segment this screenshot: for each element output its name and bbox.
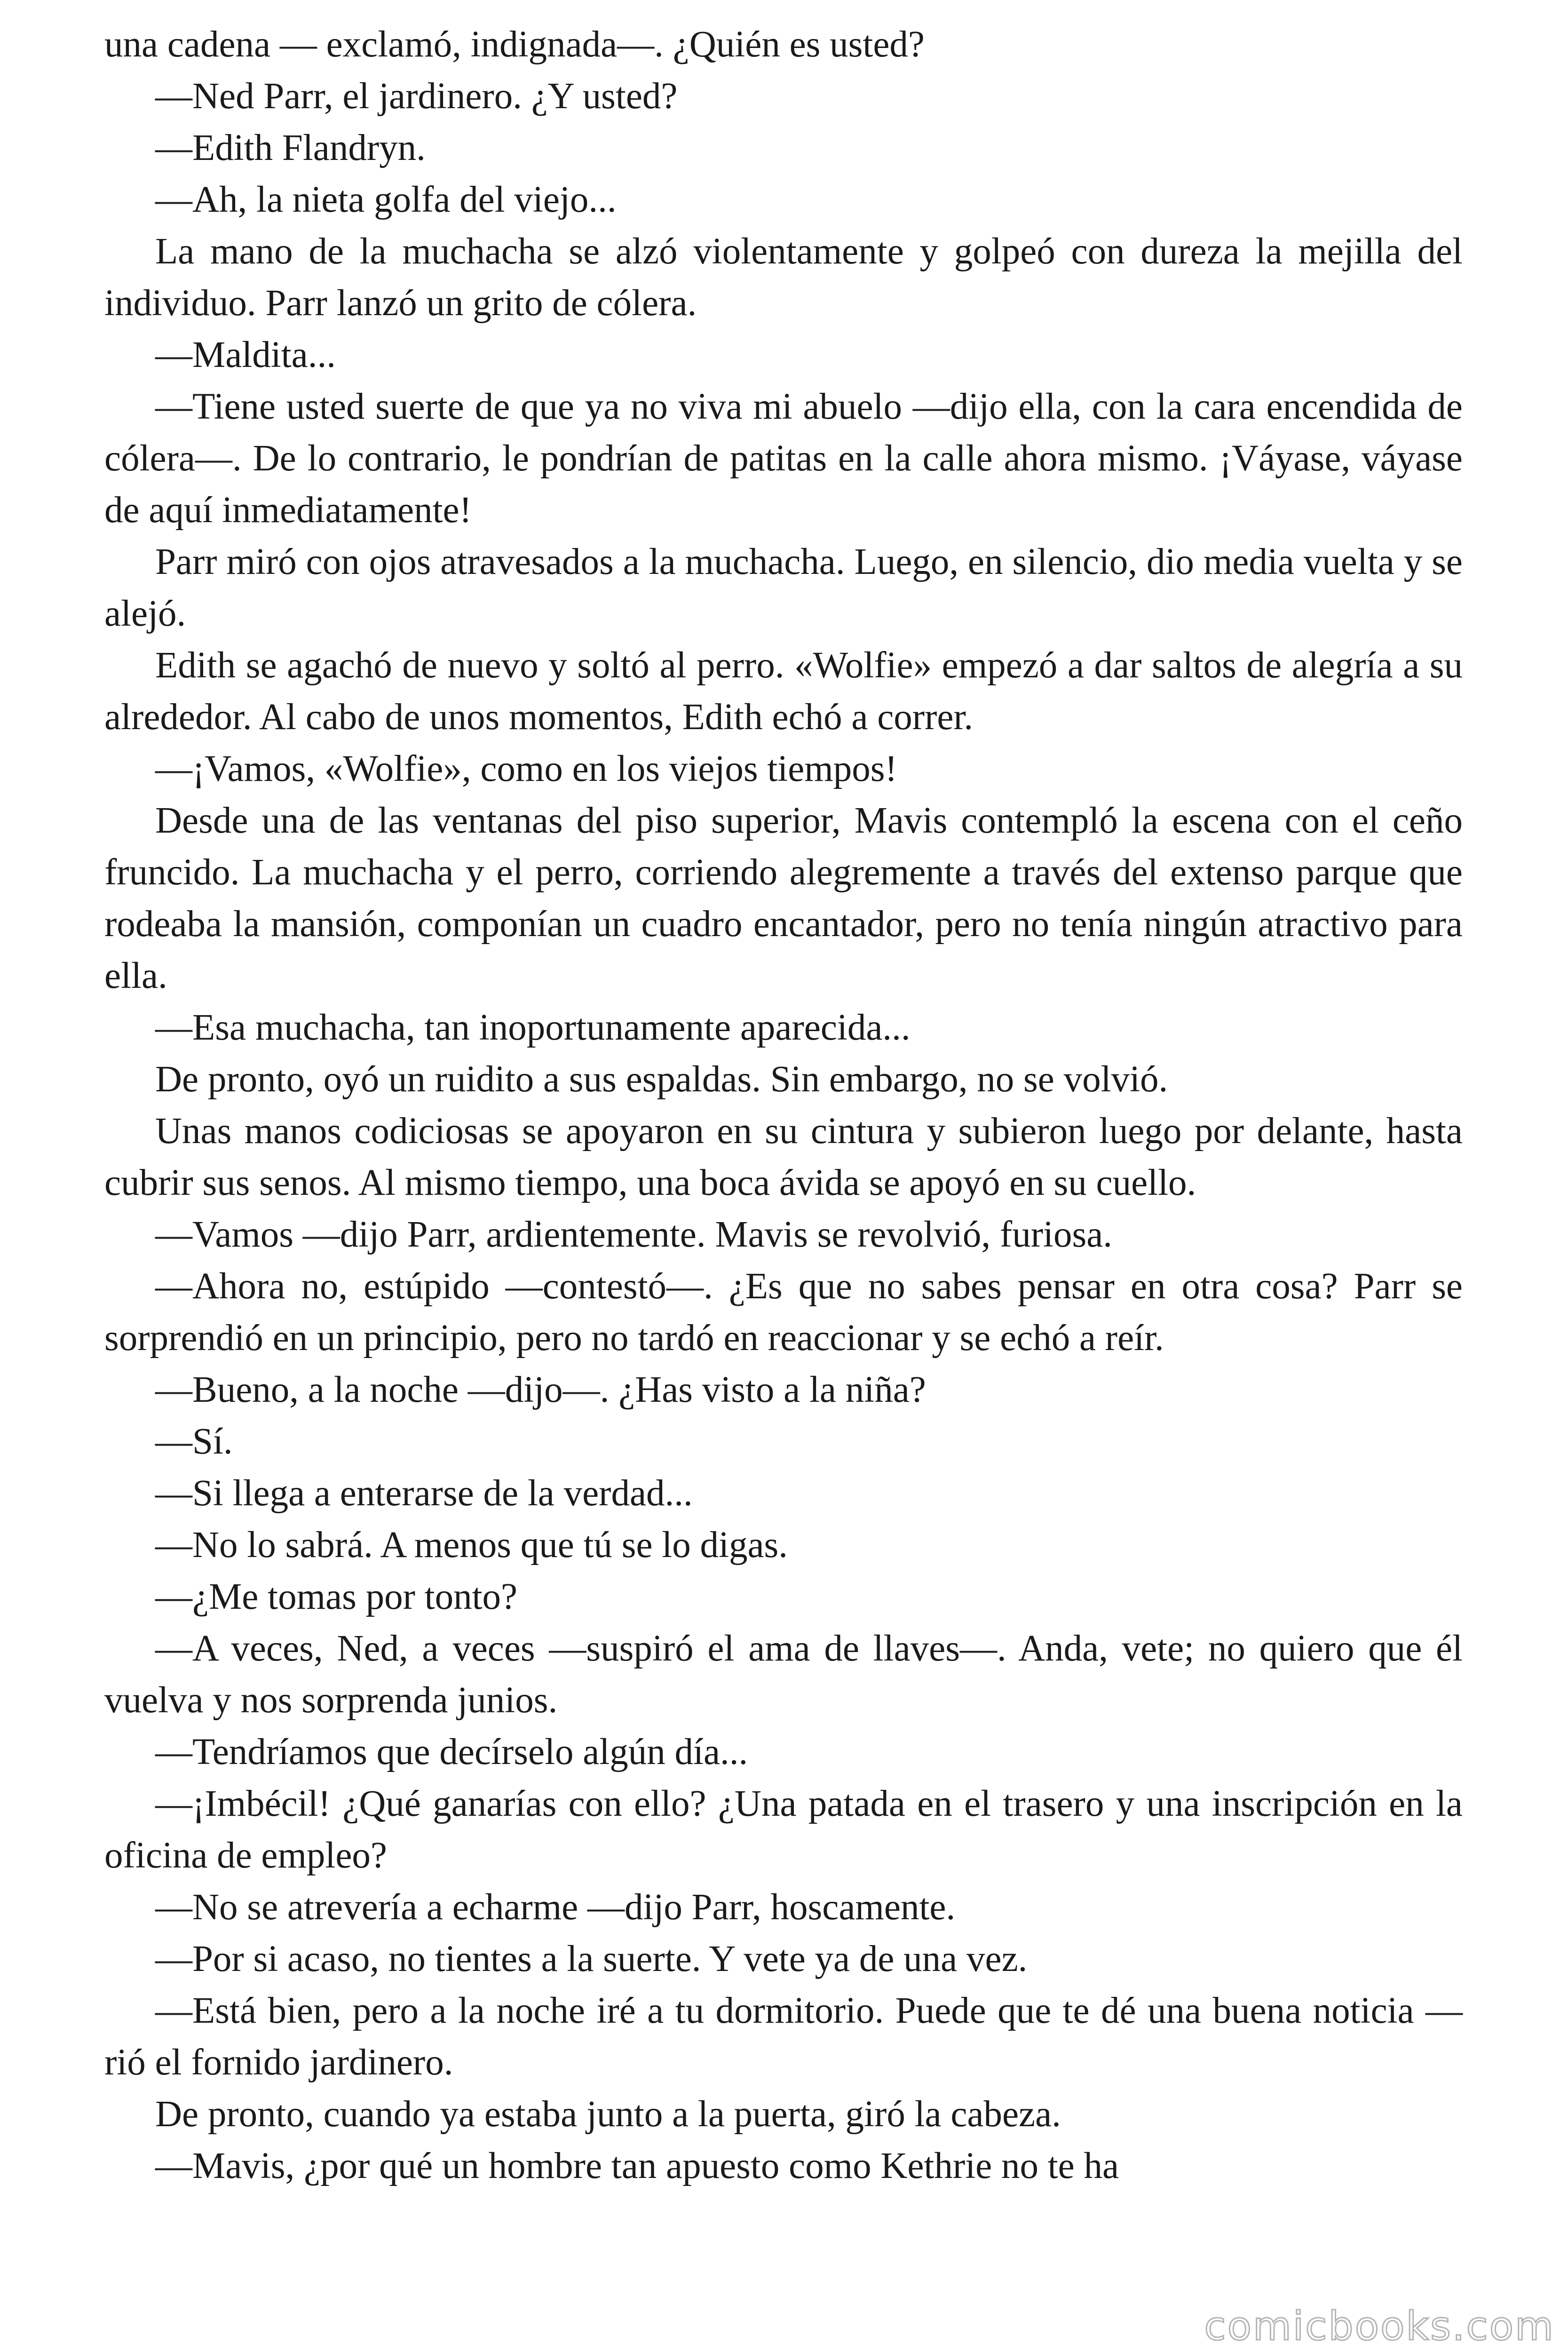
paragraph: —No se atrevería a echarme —dijo Parr, hoscamente. (155, 1887, 956, 1928)
paragraph: Edith se agachó de nuevo y soltó al perro. «Wolfie» empezó a dar saltos de alegría a su alrededor. Al cabo de unos momentos, Edith echó a correr. (104, 645, 1463, 738)
paragraph: —¿Me tomas por tonto? (155, 1576, 518, 1617)
paragraph: —Mavis, ¿por qué un hombre tan apuesto como Kethrie no te ha (155, 2145, 1119, 2186)
paragraph: —Está bien, pero a la noche iré a tu dormitorio. Puede que te dé una buena noticia —rió el fornido jardinero. (104, 1990, 1463, 2083)
paragraph: —Por si acaso, no tientes a la suerte. Y vete ya de una vez. (155, 1939, 1028, 1979)
paragraph: —Tiene usted suerte de que ya no viva mi abuelo —dijo ella, con la cara encendida de cólera—. De lo contrario, le pondrían de patitas en la calle ahora mismo. ¡Váyase, váyase de aquí inmediatamente! (104, 386, 1463, 531)
paragraph: una cadena — exclamó, indignada—. ¿Quién es usted? (104, 24, 925, 65)
paragraph: Desde una de las ventanas del piso superior, Mavis contempló la escena con el ceño fruncido. La muchacha y el perro, corriendo alegremente a través del extenso parque que rodeaba la mansión, componían un cuadro encantador, pero no tenía ningún atractivo para ella. (104, 800, 1463, 996)
paragraph: —Si llega a enterarse de la verdad... (155, 1473, 693, 1514)
paragraph: —Tendríamos que decírselo algún día... (155, 1732, 748, 1772)
paragraph: —Edith Flandryn. (155, 127, 426, 168)
paragraph: Unas manos codiciosas se apoyaron en su cintura y subieron luego por delante, hasta cubrir sus senos. Al mismo tiempo, una boca ávida se apoyó en su cuello. (104, 1111, 1463, 1203)
paragraph: De pronto, cuando ya estaba junto a la puerta, giró la cabeza. (155, 2094, 1061, 2135)
paragraph: —Maldita... (155, 334, 336, 375)
paragraph: —Vamos —dijo Parr, ardientemente. Mavis se revolvió, furiosa. (155, 1214, 1113, 1255)
paragraph: —A veces, Ned, a veces —suspiró el ama de llaves—. Anda, vete; no quiero que él vuelva y nos sorprenda junios. (104, 1628, 1463, 1721)
paragraph: De pronto, oyó un ruidito a sus espaldas. Sin embargo, no se volvió. (155, 1059, 1168, 1100)
paragraph: —No lo sabrá. A menos que tú se lo digas. (155, 1525, 788, 1565)
paragraph: —Bueno, a la noche —dijo—. ¿Has visto a la niña? (155, 1369, 926, 1410)
paragraph: —Ahora no, estúpido —contestó—. ¿Es que no sabes pensar en otra cosa? Parr se sorprendió en un principio, pero no tardó en reaccionar y se echó a reír. (104, 1266, 1463, 1359)
paragraph: —Ah, la nieta golfa del viejo... (155, 179, 617, 220)
paragraph: —Sí. (155, 1421, 233, 1462)
paragraph: La mano de la muchacha se alzó violentamente y golpeó con dureza la mejilla del individuo. Parr lanzó un grito de cólera. (104, 231, 1463, 324)
paragraph: —¡Imbécil! ¿Qué ganarías con ello? ¿Una patada en el trasero y una inscripción en la oficina de empleo? (104, 1783, 1463, 1876)
paragraph: —Ned Parr, el jardinero. ¿Y usted? (155, 76, 678, 117)
watermark: comicbooks.com (1204, 2303, 1555, 2349)
paragraph: Parr miró con ojos atravesados a la muchacha. Luego, en silencio, dio media vuelta y se alejó. (104, 541, 1463, 634)
body-text (104, 19, 1463, 2192)
paragraph: —Esa muchacha, tan inoportunamente aparecida... (155, 1007, 911, 1048)
paragraph: —¡Vamos, «Wolfie», como en los viejos tiempos! (155, 748, 897, 789)
